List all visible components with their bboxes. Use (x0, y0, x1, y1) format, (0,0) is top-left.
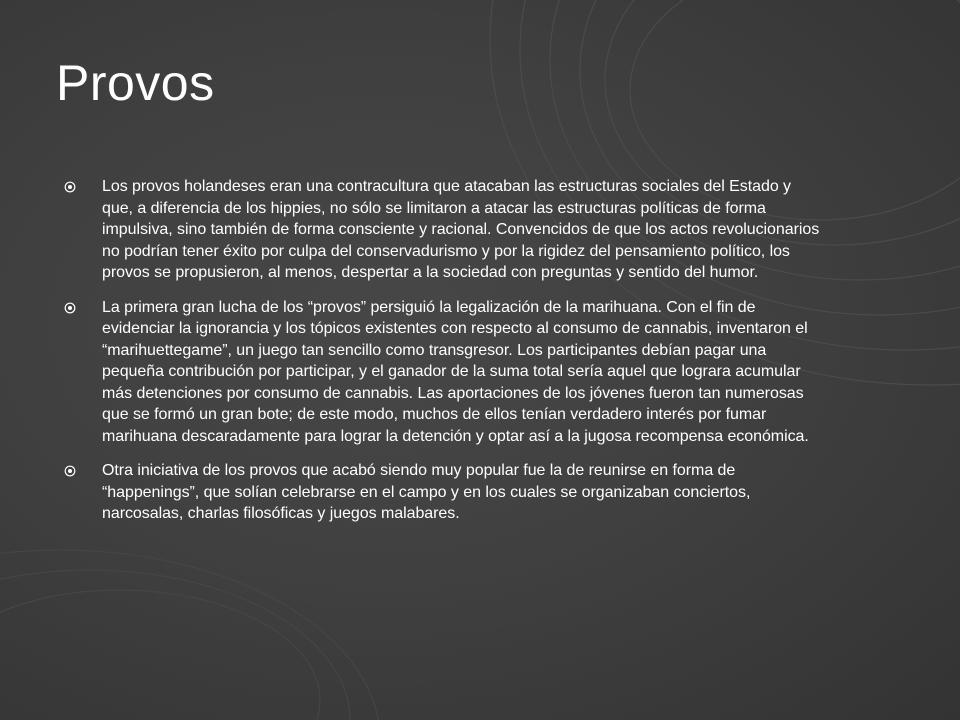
circle-dot-icon (64, 181, 76, 193)
bullet-text: Otra iniciativa de los provos que acabó siendo muy popular fue la de reunirse en forma de “happenings”, que solían celebrarse en el campo y en los cuales se organizaban conciertos, narcosalas, charlas filosóficas y juegos malabares. (102, 462, 751, 522)
bullet-item (64, 176, 824, 284)
bullet-item (64, 297, 824, 448)
circle-dot-icon (64, 465, 76, 477)
bullet-text: La primera gran lucha de los “provos” persiguió la legalización de la marihuana. Con el fin de evidenciar la ignorancia y los tópicos existentes con respecto al consumo de cannabis, inventaron el “marihuettegame”, un juego tan sencillo como transgresor. Los participantes debían pagar una pequeña contribución por participar, y el ganador de la suma total sería aquel que lograra acumular más detenciones por consumo de cannabis. Las aportaciones de los jóvenes fueron tan numerosas que se formó un gran bote; de este modo, muchos de ellos tenían verdadero interés por fumar marihuana descaradamente para lograr la detención y optar así a la jugosa recompensa económica. (102, 298, 809, 445)
slide-title: Provos (56, 55, 215, 111)
bullet-item (64, 460, 824, 525)
decor-ring-7 (0, 590, 320, 720)
decor-ring-9 (0, 550, 380, 720)
bullet-text: Los provos holandeses eran una contracultura que atacaban las estructuras sociales del Estado y que, a diferencia de los hippies, no sólo se limitaron a atacar las estructuras políticas de forma impulsiva, sino también de forma consciente y racional. Convencidos de que los actos revolucionarios no podrían tener éxito por culpa del conservadurismo y por la rigidez del pensamiento político, los provos se propusieron, al menos, despertar a la sociedad con preguntas y sentido del humor. (102, 178, 820, 281)
decor-ring-8 (0, 570, 350, 720)
bullet-list (64, 176, 824, 538)
circle-dot-icon (64, 302, 76, 314)
